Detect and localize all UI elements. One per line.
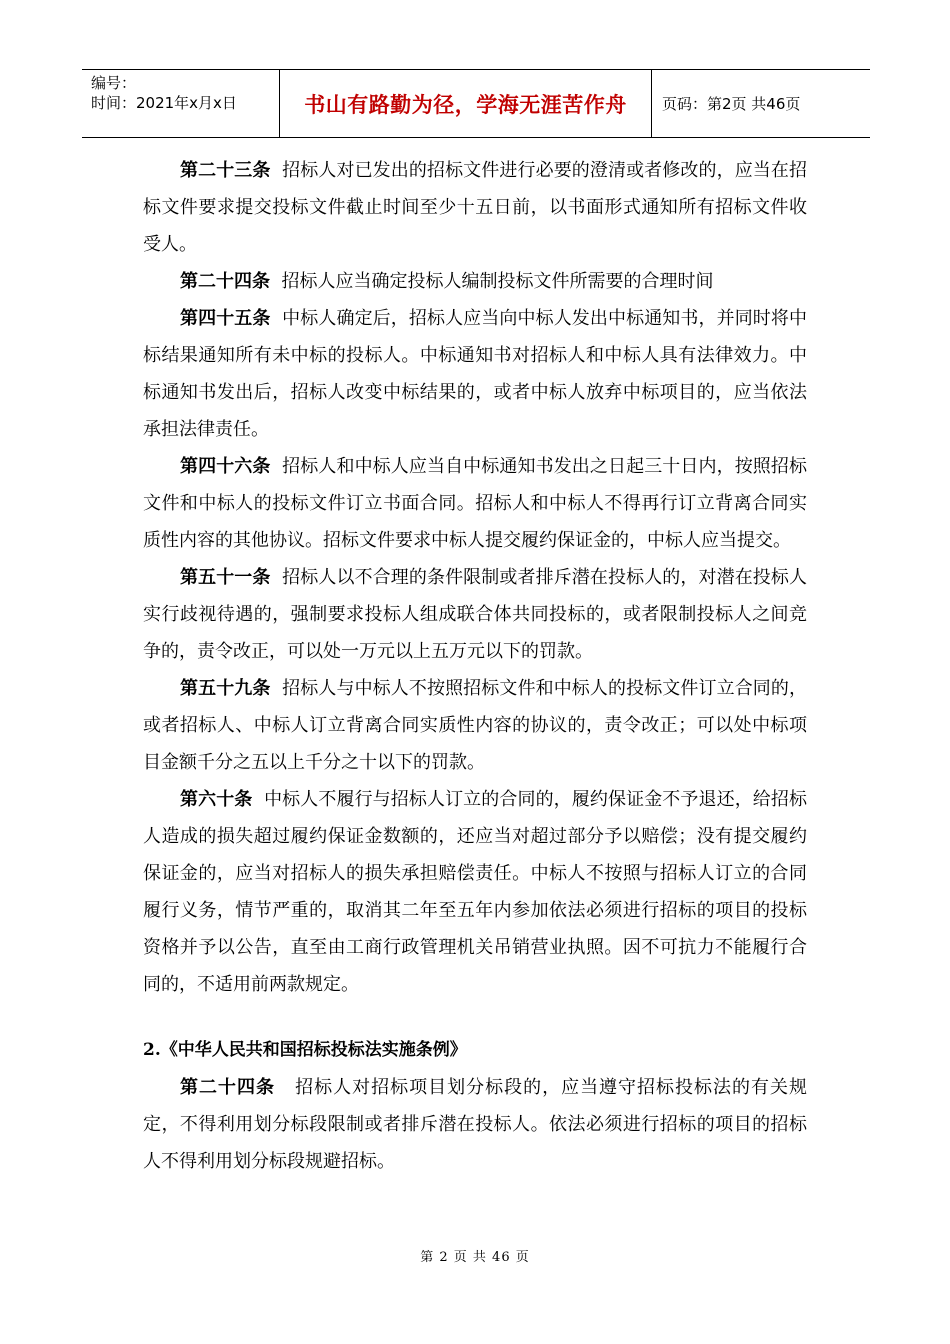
article-text: 中标人确定后，招标人应当向中标人发出中标通知书，并同时将中标结果通知所有未中标的投标人。中标通知书对招标人和中标人具有法律效力。中标通知书发出后，招标人改变中标结果的，或者中标人放弃中标项目的，应当依法承担法律责任。 (143, 308, 808, 440)
page-header (82, 69, 870, 138)
article-paragraph (143, 448, 807, 559)
article-title: 第二十四条 (180, 271, 270, 292)
document-body (143, 152, 807, 1180)
header-page-info: 页码：第2页 共46页 (662, 95, 801, 113)
article-title: 第四十六条 (180, 456, 271, 477)
article-paragraph (143, 670, 807, 781)
header-meta (82, 70, 280, 137)
article-paragraph (143, 1069, 807, 1180)
article-title: 第二十四条 (180, 1077, 275, 1098)
article-paragraph (143, 263, 807, 300)
serial-label: 编号： (91, 74, 137, 92)
article-title: 第五十一条 (180, 567, 271, 588)
article-title: 第四十五条 (180, 308, 271, 329)
article-title: 第六十条 (180, 789, 253, 810)
article-text: 招标人应当确定投标人编制投标文件所需要的合理时间 (281, 271, 714, 292)
article-text: 招标人以不合理的条件限制或者排斥潜在投标人的，对潜在投标人实行歧视待遇的，强制要求投标人组成联合体共同投标的，或者限制投标人之间竞争的，责令改正，可以处一万元以上五万元以下的罚款。 (143, 567, 808, 662)
article-paragraph (143, 781, 807, 1003)
page-footer: 第 2 页 共 46 页 (420, 1250, 530, 1265)
article-text: 中标人不履行与招标人订立的合同的，履约保证金不予退还，给招标人造成的损失超过履约保证金数额的，还应当对超过部分予以赔偿；没有提交履约保证金的，应当对招标人的损失承担赔偿责任。中标人不按照与招标人订立的合同履行义务，情节严重的，取消其二年至五年内参加依法必须进行招标的项目的投标资格并予以公告，直至由工商行政管理机关吊销营业执照。因不可抗力不能履行合同的，不适用前两款规定。 (143, 789, 807, 995)
article-title: 第五十九条 (180, 678, 271, 699)
article-paragraph (143, 152, 807, 263)
article-text: 招标人与中标人不按照招标文件和中标人的投标文件订立合同的，或者招标人、中标人订立背离合同实质性内容的协议的，责令改正；可以处中标项目金额千分之五以上千分之十以下的罚款。 (143, 678, 808, 773)
article-title: 第二十三条 (180, 160, 271, 181)
section-title: 2.《中华人民共和国招标投标法实施条例》 (143, 1040, 467, 1060)
article-paragraph (143, 300, 807, 448)
date-label: 时间：2021年x月x日 (91, 94, 237, 112)
header-motto: 书山有路勤为径，学海无涯苦作舟 (280, 70, 652, 137)
article-text: 招标人对招标项目划分标段的，应当遵守招标投标法的有关规定，不得利用划分标段限制或者排斥潜在投标人。依法必须进行招标的项目的招标人不得利用划分标段规避招标。 (143, 1077, 808, 1172)
article-text: 招标人和中标人应当自中标通知书发出之日起三十日内，按照招标文件和中标人的投标文件订立书面合同。招标人和中标人不得再行订立背离合同实质性内容的其他协议。招标文件要求中标人提交履约保证金的，中标人应当提交。 (143, 456, 808, 551)
article-text: 招标人对已发出的招标文件进行必要的澄清或者修改的，应当在招标文件要求提交投标文件截止时间至少十五日前，以书面形式通知所有招标文件收受人。 (143, 160, 808, 255)
article-paragraph (143, 559, 807, 670)
